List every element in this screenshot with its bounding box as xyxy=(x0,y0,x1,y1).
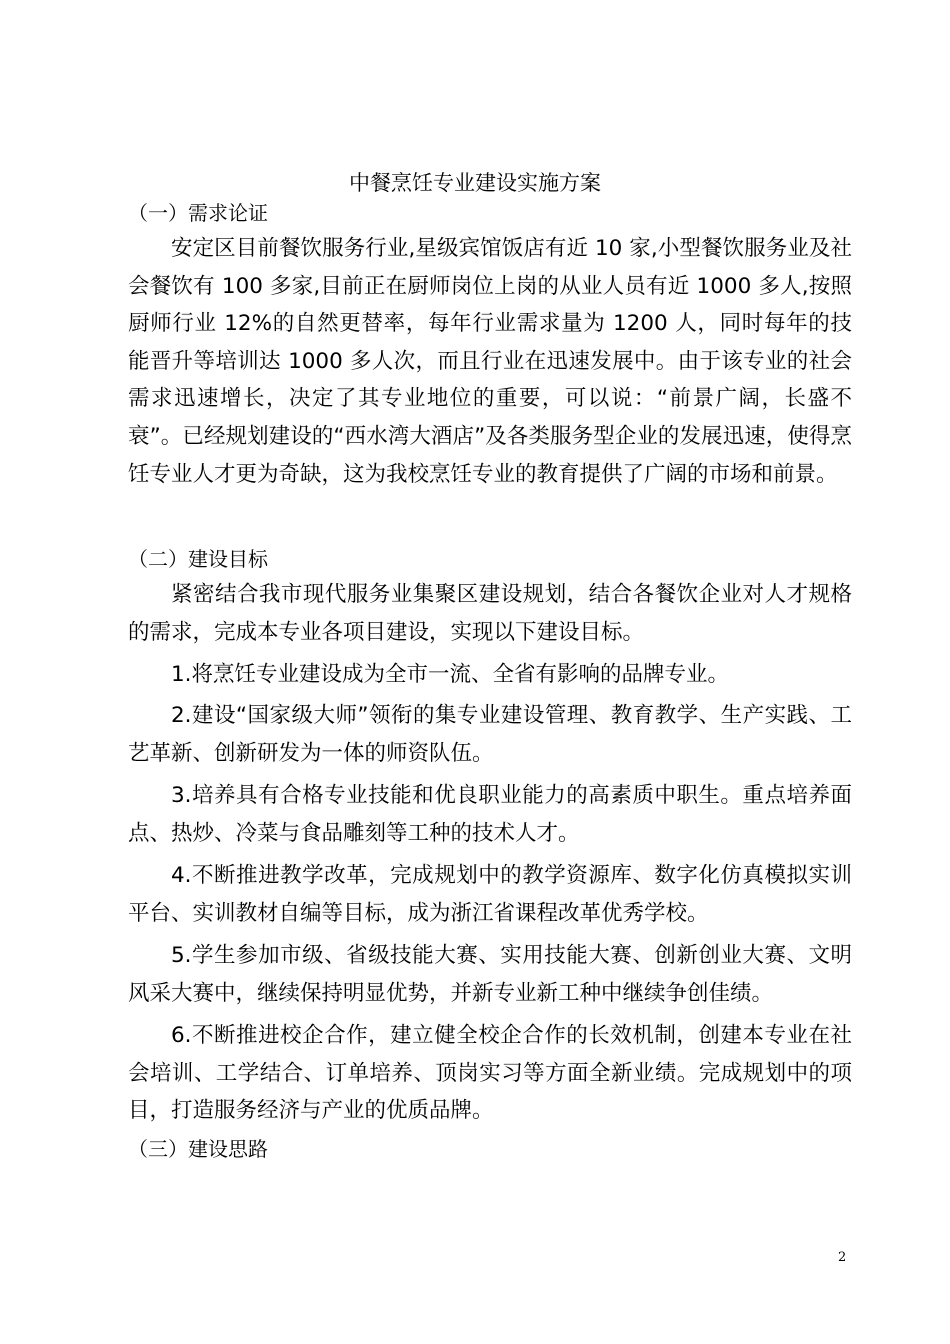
paragraph-goal-5: 5.学生参加市级、省级技能大赛、实用技能大赛、创新创业大赛、文明风采大赛中，继续保持明显优势，并新专业新工种中继续争创佳绩。 xyxy=(128,943,852,1006)
paragraph-goal-6: 6.不断推进校企合作，建立健全校企合作的长效机制，创建本专业在社会培训、工学结合、订单培养、顶岗实习等方面全新业绩。完成规划中的项目，打造服务经济与产业的优质品牌。 xyxy=(128,1023,852,1124)
section-heading-demand: （一）需求论证 xyxy=(128,201,268,225)
paragraph-goal-3: 3.培养具有合格专业技能和优良职业能力的高素质中职生。重点培养面点、热炒、冷菜与食品雕刻等工种的技术人才。 xyxy=(128,783,852,846)
paragraph-goal-2: 2.建设“国家级大师”领衔的集专业建设管理、教育教学、生产实践、工艺革新、创新研发为一体的师资队伍。 xyxy=(128,703,852,766)
section-heading-approach: （三）建设思路 xyxy=(128,1137,268,1161)
paragraph-goal-1: 1.将烹饪专业建设成为全市一流、全省有影响的品牌专业。 xyxy=(171,662,730,687)
page-number: 2 xyxy=(838,1250,847,1265)
paragraph-goal-4: 4.不断推进教学改革，完成规划中的教学资源库、数字化仿真模拟实训平台、实训教材自编等目标，成为浙江省课程改革优秀学校。 xyxy=(128,863,852,926)
document-title: 中餐烹饪专业建设实施方案 xyxy=(349,171,601,195)
paragraph-demand-analysis: 安定区目前餐饮服务行业,星级宾馆饭店有近 10 家,小型餐饮服务业及社会餐饮有 100 多家,目前正在厨师岗位上岗的从业人员有近 1000 多人,按照厨师行业 12%的自然更替率，每年行业需求量为 1200 人，同时每年的技能晋升等培训达 1000 多人次，而且行业在迅速发展中。由于该专业的社会需求迅速增长，决定了其专业地位的重要，可以说：“前景广阔，长盛不衰”。已经规划建设的“西水湾大酒店”及各类服务型企业的发展迅速，使得烹饪专业人才更为奇缺，这为我校烹饪专业的教育提供了广阔的市场和前景。 xyxy=(128,236,852,487)
section-heading-goals: （二）建设目标 xyxy=(128,547,268,571)
paragraph-goals-intro: 紧密结合我市现代服务业集聚区建设规划，结合各餐饮企业对人才规格的需求，完成本专业各项目建设，实现以下建设目标。 xyxy=(128,582,852,645)
